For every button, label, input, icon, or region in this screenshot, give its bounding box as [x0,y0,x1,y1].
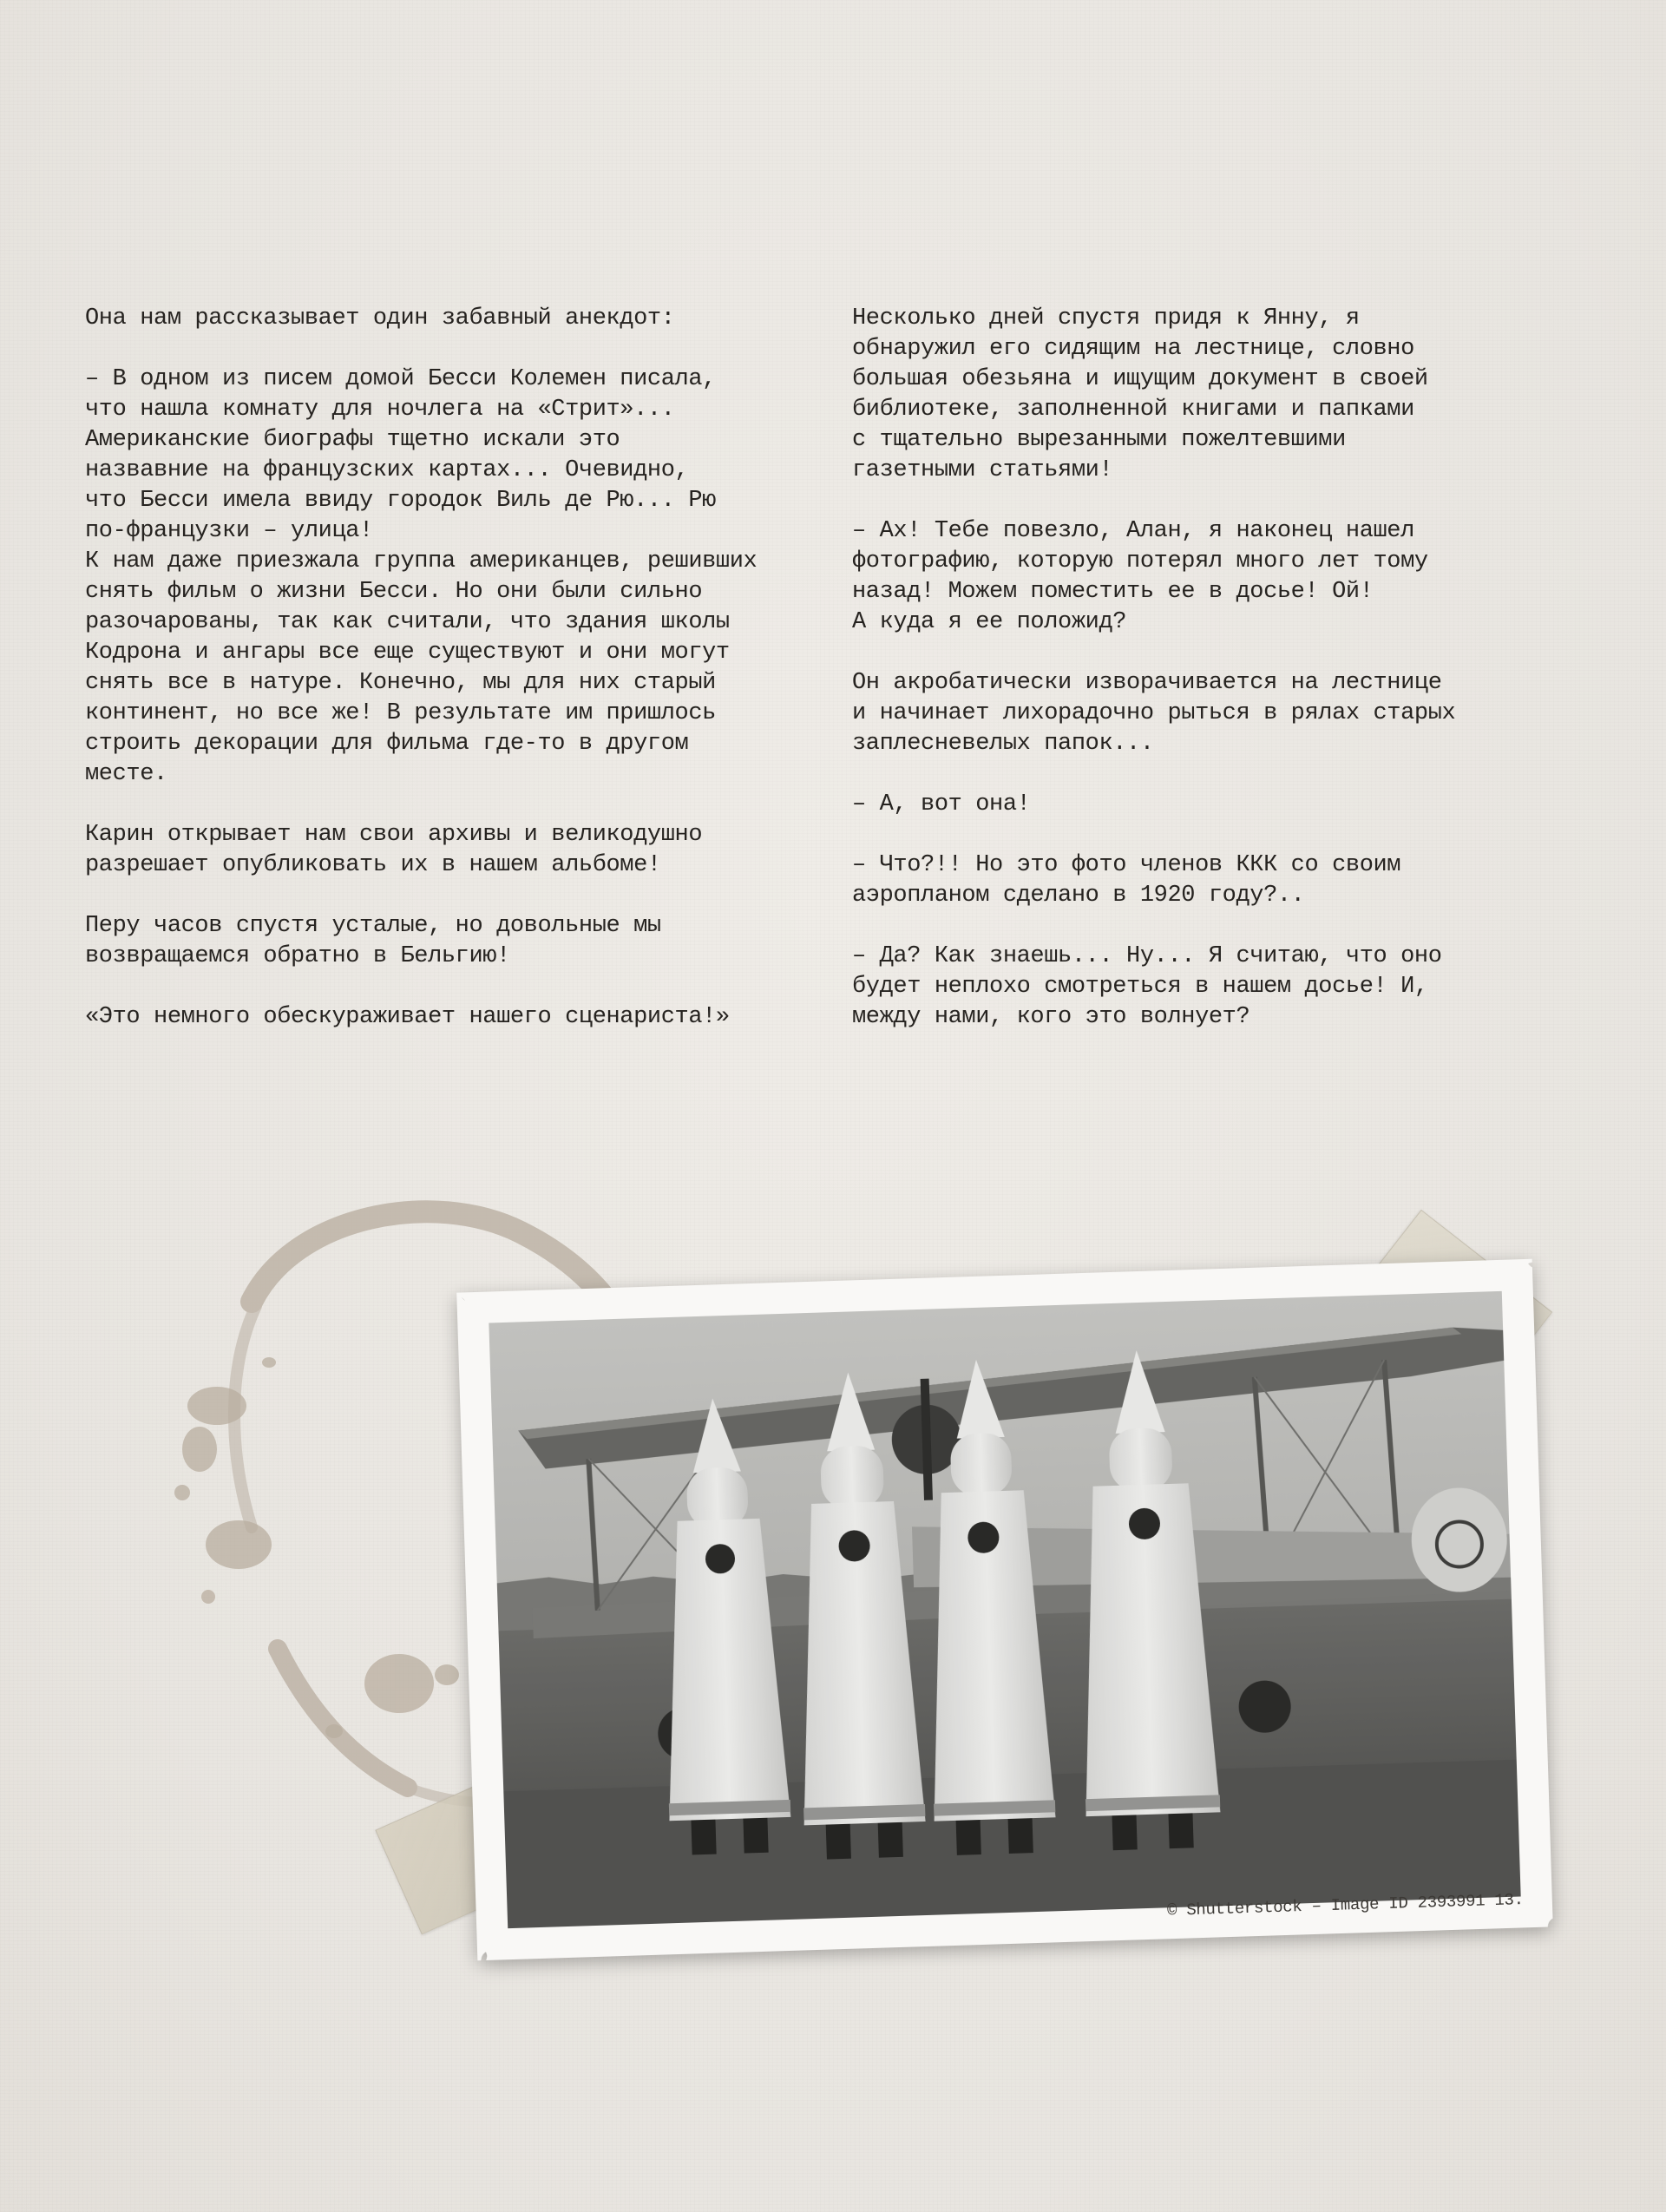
right-paragraph-3: Он акробатически изворачивается на лестнице и начинает лихорадочно рыться в рялах старых заплесневелых папок... [852,670,1456,757]
right-paragraph-1: Несколько дней спустя придя к Янну, я обнаружил его сидящим на лестнице, словно большая обезьяна и ищущим документ в своей библиотеке, заполненной книгами и папками с тщательно вырезанными пожелтевшими газетными статьями! [852,305,1428,483]
right-paragraph-4: – А, вот она! [852,791,1031,817]
photo-card [456,1259,1553,1961]
left-paragraph-2: – В одном из писем домой Бесси Колемен писала, что нашла комнату для ночлега на «Стрит»... Американские биографы тщетно искали это назвавние на французских картах... Очевидно, что Бесси имела ввиду городок Виль де Рю... Рю по-французки – улица! К нам даже приезжала группа американцев, решивших снять фильм о жизни Бесси. Но они были сильно разочарованы, так как считали, что здания школы Кодрона и ангары все еще существуют и они могут снять все в натуре. Конечно, мы для них старый континент, но все же! В результате им пришлось строить декорации для фильма где-то в другом месте. [85,366,758,787]
left-paragraph-4: Перу часов спустя усталые, но довольные мы возвращаемся обратно в Бельгию! [85,913,661,969]
biplane-photo-illustration [489,1291,1520,1928]
left-paragraph-5: «Это немного обескураживает нашего сценариста!» [85,1004,730,1030]
historical-photo [489,1291,1520,1928]
left-paragraph-1: Она нам рассказывает один забавный анекдот: [85,305,675,331]
left-text-column [85,304,831,1033]
right-text-column [852,304,1564,1033]
photo-credit: © Shutterstock – Image ID 2393991 13. [1166,1890,1525,1920]
right-paragraph-5: – Что?!! Но это фото членов ККК со своим аэропланом сделано в 1920 году?.. [852,852,1401,909]
right-paragraph-6: – Да? Как знаешь... Ну... Я считаю, что оно будет неплохо смотреться в нашем досье! И, между нами, кого это волнует? [852,943,1442,1030]
left-paragraph-3: Карин открывает нам свои архивы и великодушно разрешает опубликовать их в нашем альбоме! [85,822,703,878]
right-paragraph-2: – Ах! Тебе повезло, Алан, я наконец нашел фотографию, которую потерял много лет тому назад! Можем поместить ее в досье! Ой! А куда я ее положид? [852,518,1428,635]
